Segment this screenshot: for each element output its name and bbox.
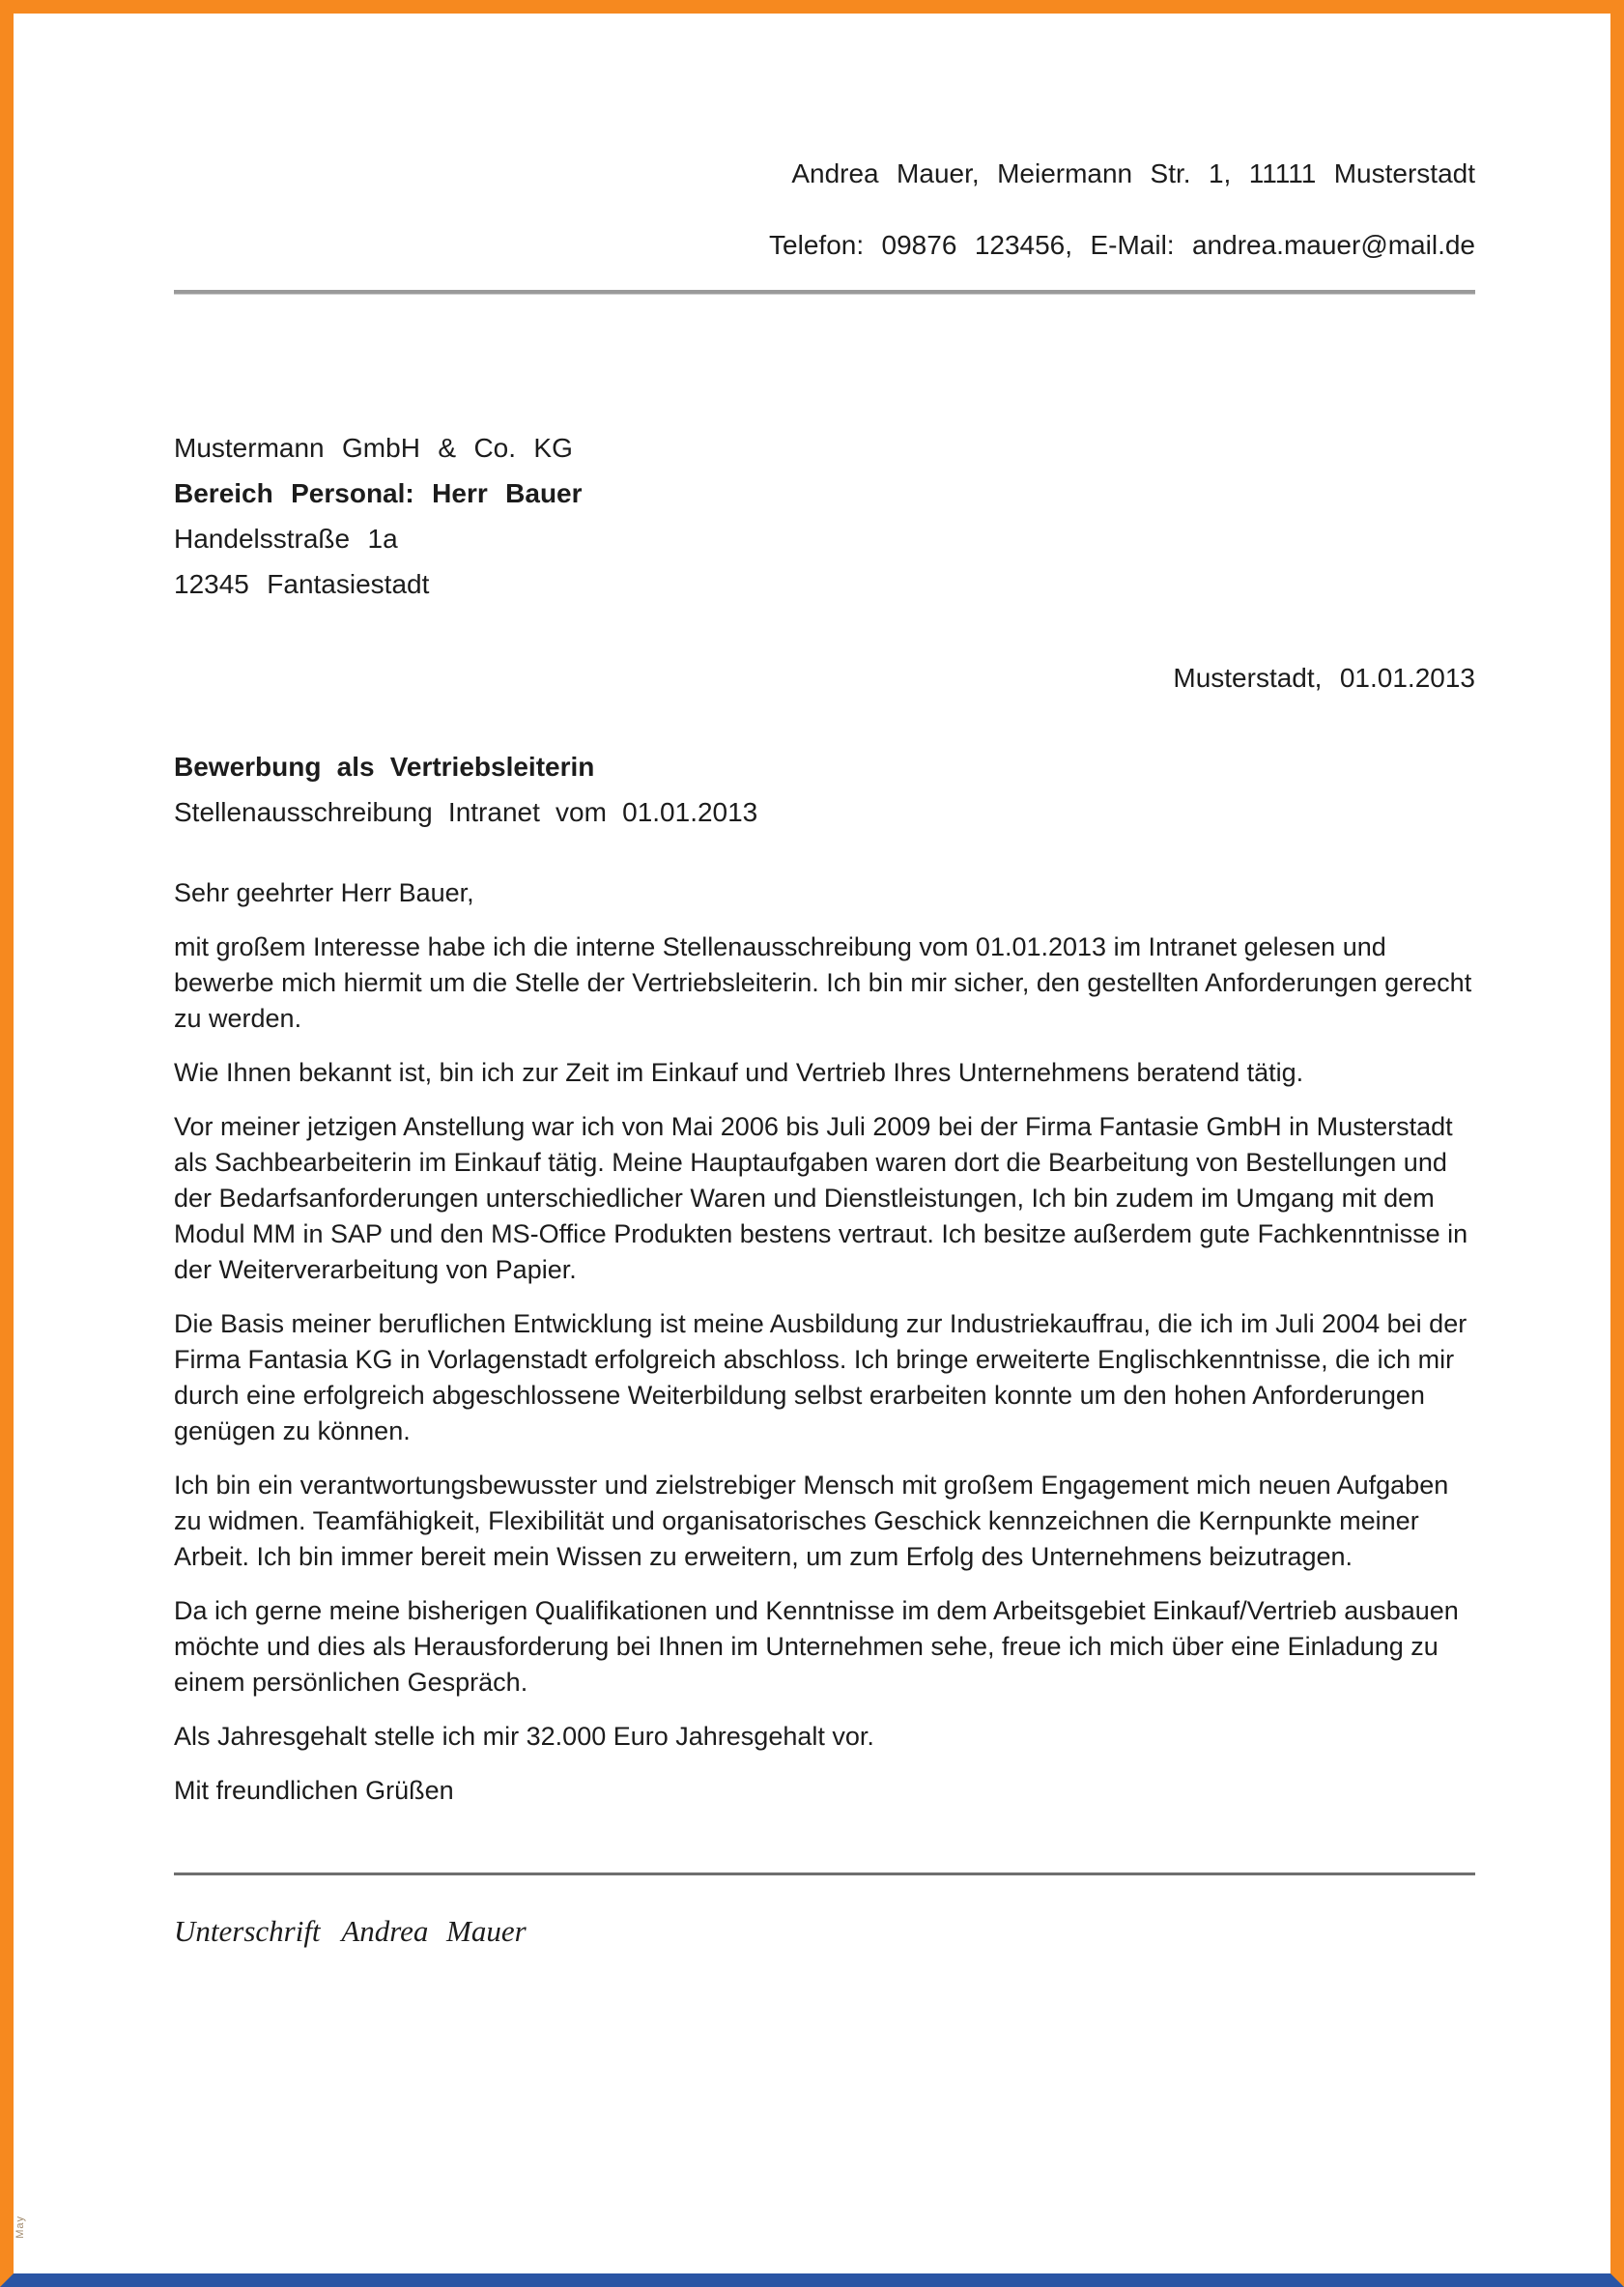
recipient-company: Mustermann GmbH & Co. KG	[174, 433, 573, 463]
body-paragraph: mit großem Interesse habe ich die interne Stellenausschreibung vom 01.01.2013 im Intranet gelesen und bewerbe mich hiermit um die Stelle der Vertriebsleiterin. Ich bin mir sicher, den gestellten Anforderungen gerecht zu werden.	[174, 932, 1472, 1033]
recipient-street: Handelsstraße 1a	[174, 524, 398, 554]
body-paragraph: Wie Ihnen bekannt ist, bin ich zur Zeit im Einkauf und Vertrieb Ihres Unternehmens beratend tätig.	[174, 1058, 1304, 1087]
body-paragraph: Als Jahresgehalt stelle ich mir 32.000 Euro Jahresgehalt vor.	[174, 1722, 874, 1751]
subject-title: Bewerbung als Vertriebsleiterin	[174, 752, 595, 782]
body-paragraph: Ich bin ein verantwortungsbewusster und zielstrebiger Mensch mit großem Engagement mich neuen Aufgaben zu widmen. Teamfähigkeit, Flexibilität und organisatorisches Geschick kennzeichnen die Kernpunkte meiner Arbeit. Ich bin immer bereit mein Wissen zu erweitern, um zum Erfolg des Unternehmens beizutragen.	[174, 1471, 1449, 1571]
signature-block	[174, 1914, 1475, 1949]
body-paragraph: Vor meiner jetzigen Anstellung war ich von Mai 2006 bis Juli 2009 bei der Firma Fantasie GmbH in Musterstadt als Sachbearbeiterin im Einkauf tätig. Meine Hauptaufgaben waren dort die Bearbeitung von Bestellungen und der Bedarfsanforderungen unterschiedlicher Waren und Dienstleistungen, Ich bin zudem im Umgang mit dem Modul MM in SAP und den MS-Office Produkten bestens vertraut. Ich besitze außerdem gute Fachkenntnisse in der Weiterverarbeitung von Papier.	[174, 1112, 1468, 1284]
sender-block	[174, 158, 1475, 261]
signature-name: Andrea Mauer	[341, 1914, 527, 1948]
sender-contact: Telefon: 09876 123456, E-Mail: andrea.mauer@mail.de	[769, 230, 1475, 260]
header-divider	[174, 290, 1475, 295]
recipient-department: Bereich Personal: Herr Bauer	[174, 478, 583, 508]
recipient-block	[174, 425, 1475, 607]
signature-label: Unterschrift	[174, 1914, 321, 1948]
letter-body	[174, 875, 1475, 1809]
edge-watermark: May	[14, 2216, 26, 2239]
recipient-city: 12345 Fantasiestadt	[174, 569, 430, 599]
body-paragraph: Die Basis meiner beruflichen Entwicklung ist meine Ausbildung zur Industriekauffrau, die ich im Juli 2004 bei der Firma Fantasia KG in Vorlagenstadt erfolgreich abschloss. Ich bringe erweiterte Englischkenntnisse, die ich mir durch eine erfolgreich abgeschlossene Weiterbildung selbst erarbeiten konnte um den hohen Anforderungen genügen zu können.	[174, 1309, 1467, 1445]
date-line: Musterstadt, 01.01.2013	[1173, 663, 1475, 693]
letter-content	[14, 14, 1610, 1949]
closing-line: Mit freundlichen Grüßen	[174, 1776, 454, 1805]
signature-divider	[174, 1872, 1475, 1875]
salutation: Sehr geehrter Herr Bauer,	[174, 878, 474, 907]
body-paragraph: Da ich gerne meine bisherigen Qualifikationen und Kenntnisse im dem Arbeitsgebiet Einkauf/Vertrieb ausbauen möchte und dies als Herausforderung bei Ihnen im Unternehmen sehe, freue ich mich über eine Einladung zu einem persönlichen Gespräch.	[174, 1596, 1459, 1697]
sender-address: Andrea Mauer, Meiermann Str. 1, 11111 Musterstadt	[791, 158, 1475, 188]
subject-subtitle: Stellenausschreibung Intranet vom 01.01.2013	[174, 797, 758, 827]
subject-block	[174, 744, 1475, 835]
